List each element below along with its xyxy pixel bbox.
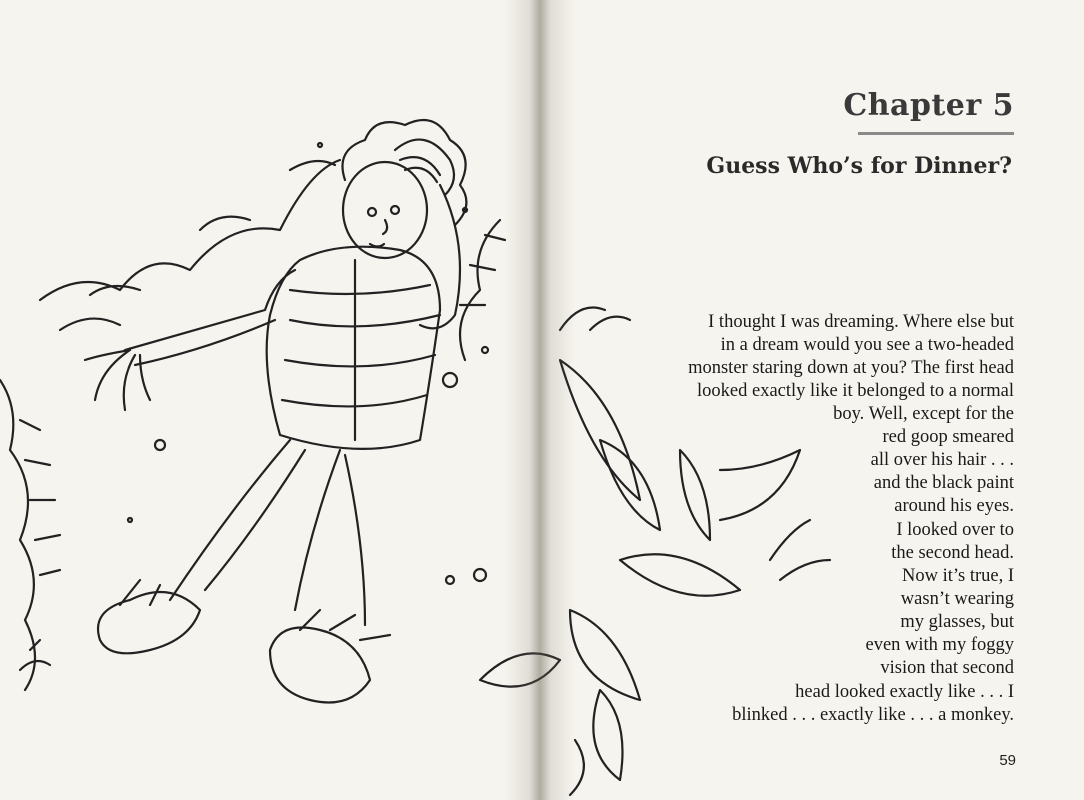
body-line: and the black paint xyxy=(873,473,1014,493)
body-line: looked exactly like it belonged to a normal xyxy=(697,381,1014,401)
body-line: around his eyes. xyxy=(894,496,1014,516)
body-line: monster staring down at you? The first head xyxy=(688,358,1014,378)
body-line: head looked exactly like . . . I xyxy=(795,682,1014,702)
chapter-underline xyxy=(858,132,1014,135)
body-line: Now it’s true, I xyxy=(901,566,1014,586)
body-line: my glasses, but xyxy=(900,612,1014,632)
body-line: wasn’t wearing xyxy=(900,589,1014,609)
body-line: in a dream would you see a two-headed xyxy=(720,335,1014,355)
chapter-title: Guess Who’s for Dinner? xyxy=(706,153,1012,179)
body-line: I thought I was dreaming. Where else but xyxy=(708,312,1014,332)
body-line: red goop smeared xyxy=(882,427,1014,447)
body-line: all over his hair . . . xyxy=(870,450,1014,470)
body-line: the second head. xyxy=(891,543,1014,563)
chapter-number: Chapter 5 xyxy=(843,88,1014,123)
body-line: vision that second xyxy=(880,658,1014,678)
body-line: even with my foggy xyxy=(865,635,1014,655)
body-line: boy. Well, except for the xyxy=(833,404,1014,424)
body-line: I looked over to xyxy=(896,520,1014,540)
page-number: 59 xyxy=(999,752,1016,769)
body-line: blinked . . . exactly like . . . a monkey. xyxy=(732,705,1014,725)
